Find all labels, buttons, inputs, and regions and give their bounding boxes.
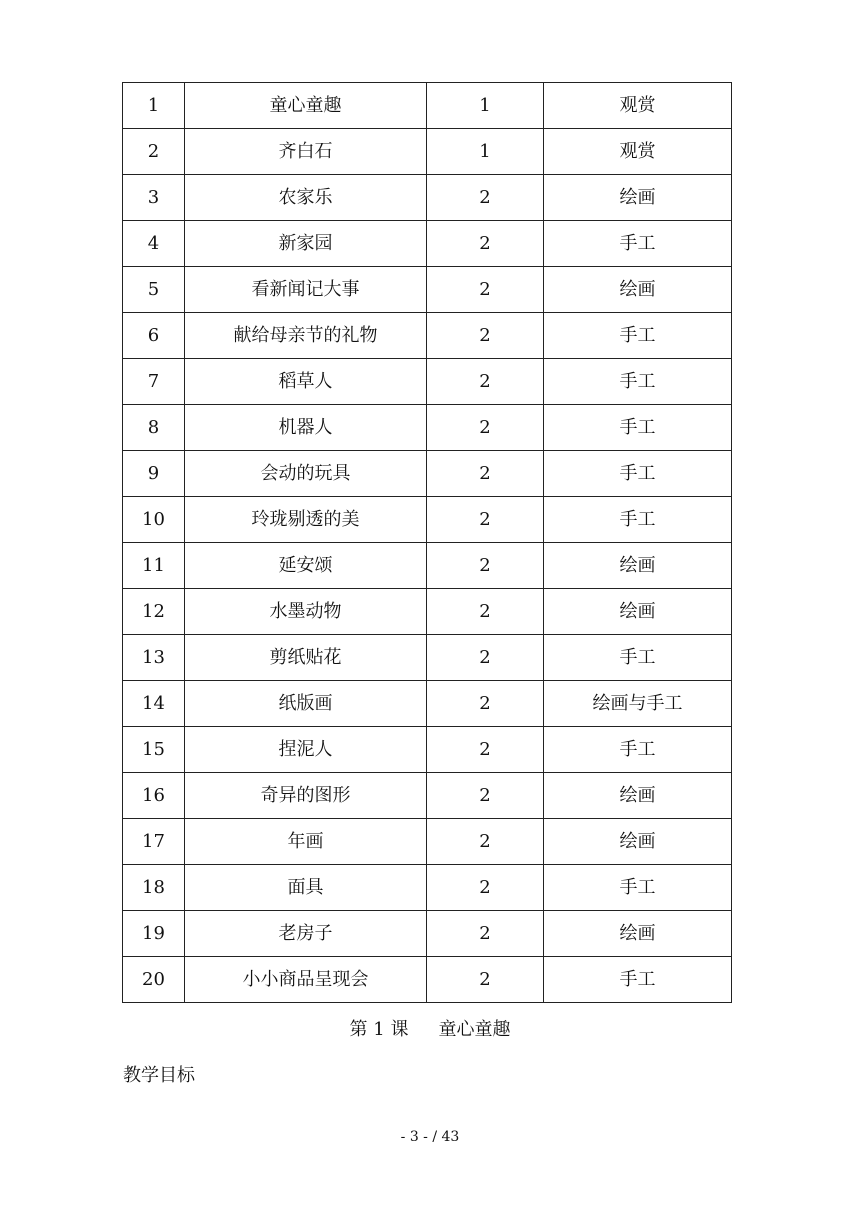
lesson-title-cell: 农家乐: [185, 175, 427, 221]
lesson-type-cell: 绘画: [544, 267, 732, 313]
lesson-hours-cell: 2: [427, 773, 544, 819]
lesson-type-cell: 观赏: [544, 83, 732, 129]
table-row: [123, 543, 732, 589]
lesson-title-cell: 奇异的图形: [185, 773, 427, 819]
lesson-hours-cell: 2: [427, 957, 544, 1003]
lesson-title-cell: 老房子: [185, 911, 427, 957]
lesson-title-cell: 齐白石: [185, 129, 427, 175]
lesson-number-cell: 15: [123, 727, 185, 773]
lesson-type-cell: 绘画与手工: [544, 681, 732, 727]
lesson-title-cell: 水墨动物: [185, 589, 427, 635]
table-row: [123, 727, 732, 773]
lesson-type-cell: 手工: [544, 405, 732, 451]
lesson-hours-cell: 2: [427, 359, 544, 405]
table-row: [123, 911, 732, 957]
lesson-hours-cell: 2: [427, 865, 544, 911]
table-row: [123, 129, 732, 175]
lesson-hours-cell: 2: [427, 727, 544, 773]
lesson-number-cell: 14: [123, 681, 185, 727]
lesson-number-cell: 7: [123, 359, 185, 405]
lesson-title-cell: 新家园: [185, 221, 427, 267]
lesson-hours-cell: 2: [427, 405, 544, 451]
table-row: [123, 773, 732, 819]
lesson-title-cell: 稻草人: [185, 359, 427, 405]
lesson-hours-cell: 2: [427, 175, 544, 221]
lesson-number-cell: 17: [123, 819, 185, 865]
lesson-number-cell: 5: [123, 267, 185, 313]
table-row: [123, 589, 732, 635]
lesson-number-cell: 4: [123, 221, 185, 267]
page-number: - 3 - / 43: [400, 1129, 460, 1145]
table-row: [123, 175, 732, 221]
lesson-type-cell: 绘画: [544, 911, 732, 957]
lesson-number-cell: 16: [123, 773, 185, 819]
lesson-number-cell: 20: [123, 957, 185, 1003]
lesson-title-cell: 面具: [185, 865, 427, 911]
lesson-type-cell: 手工: [544, 635, 732, 681]
table-row: [123, 957, 732, 1003]
section-heading-teaching-goals: 教学目标: [123, 1065, 195, 1086]
lesson-hours-cell: 2: [427, 911, 544, 957]
lesson-number-cell: 18: [123, 865, 185, 911]
lesson-number-cell: 3: [123, 175, 185, 221]
lesson-title-cell: 延安颂: [185, 543, 427, 589]
lesson-hours-cell: 1: [427, 129, 544, 175]
table-row: [123, 635, 732, 681]
lesson-number-cell: 10: [123, 497, 185, 543]
lesson-heading: [0, 1018, 860, 1042]
table-row: [123, 267, 732, 313]
lesson-title-cell: 机器人: [185, 405, 427, 451]
table-row: [123, 221, 732, 267]
lesson-number: 第 1 课: [349, 1019, 409, 1040]
lesson-number-cell: 1: [123, 83, 185, 129]
table-row: [123, 819, 732, 865]
lesson-title-cell: 玲珑剔透的美: [185, 497, 427, 543]
lesson-type-cell: 绘画: [544, 175, 732, 221]
table-row: [123, 681, 732, 727]
lesson-number-cell: 9: [123, 451, 185, 497]
lesson-number-cell: 2: [123, 129, 185, 175]
lesson-title-cell: 纸版画: [185, 681, 427, 727]
lesson-number-cell: 8: [123, 405, 185, 451]
table-row: [123, 359, 732, 405]
lesson-hours-cell: 1: [427, 83, 544, 129]
table-row: [123, 865, 732, 911]
lesson-title: 童心童趣: [438, 1019, 511, 1040]
lesson-type-cell: 绘画: [544, 819, 732, 865]
lesson-hours-cell: 2: [427, 819, 544, 865]
table-row: [123, 451, 732, 497]
lesson-type-cell: 手工: [544, 497, 732, 543]
lesson-number-cell: 19: [123, 911, 185, 957]
lesson-type-cell: 绘画: [544, 543, 732, 589]
lesson-title-cell: 小小商品呈现会: [185, 957, 427, 1003]
lesson-hours-cell: 2: [427, 451, 544, 497]
lesson-hours-cell: 2: [427, 497, 544, 543]
lesson-hours-cell: 2: [427, 267, 544, 313]
table-row: [123, 83, 732, 129]
lesson-hours-cell: 2: [427, 313, 544, 359]
lesson-table-body: [123, 83, 732, 1003]
lesson-hours-cell: 2: [427, 681, 544, 727]
lesson-number-cell: 12: [123, 589, 185, 635]
lesson-type-cell: 绘画: [544, 773, 732, 819]
lesson-type-cell: 手工: [544, 451, 732, 497]
lesson-hours-cell: 2: [427, 543, 544, 589]
lesson-type-cell: 手工: [544, 221, 732, 267]
lesson-title-cell: 年画: [185, 819, 427, 865]
lesson-title-cell: 会动的玩具: [185, 451, 427, 497]
lesson-type-cell: 手工: [544, 957, 732, 1003]
lesson-title-cell: 献给母亲节的礼物: [185, 313, 427, 359]
lesson-hours-cell: 2: [427, 635, 544, 681]
lesson-number-cell: 11: [123, 543, 185, 589]
lesson-type-cell: 手工: [544, 865, 732, 911]
lesson-type-cell: 手工: [544, 359, 732, 405]
lesson-title-cell: 童心童趣: [185, 83, 427, 129]
lesson-type-cell: 观赏: [544, 129, 732, 175]
table-row: [123, 497, 732, 543]
table-row: [123, 405, 732, 451]
lesson-title-cell: 剪纸贴花: [185, 635, 427, 681]
lesson-number-cell: 13: [123, 635, 185, 681]
lesson-hours-cell: 2: [427, 589, 544, 635]
lesson-type-cell: 绘画: [544, 589, 732, 635]
lesson-type-cell: 手工: [544, 313, 732, 359]
lesson-schedule-table: [122, 82, 732, 1003]
lesson-title-cell: 捏泥人: [185, 727, 427, 773]
lesson-hours-cell: 2: [427, 221, 544, 267]
table-row: [123, 313, 732, 359]
lesson-number-cell: 6: [123, 313, 185, 359]
lesson-type-cell: 手工: [544, 727, 732, 773]
lesson-title-cell: 看新闻记大事: [185, 267, 427, 313]
